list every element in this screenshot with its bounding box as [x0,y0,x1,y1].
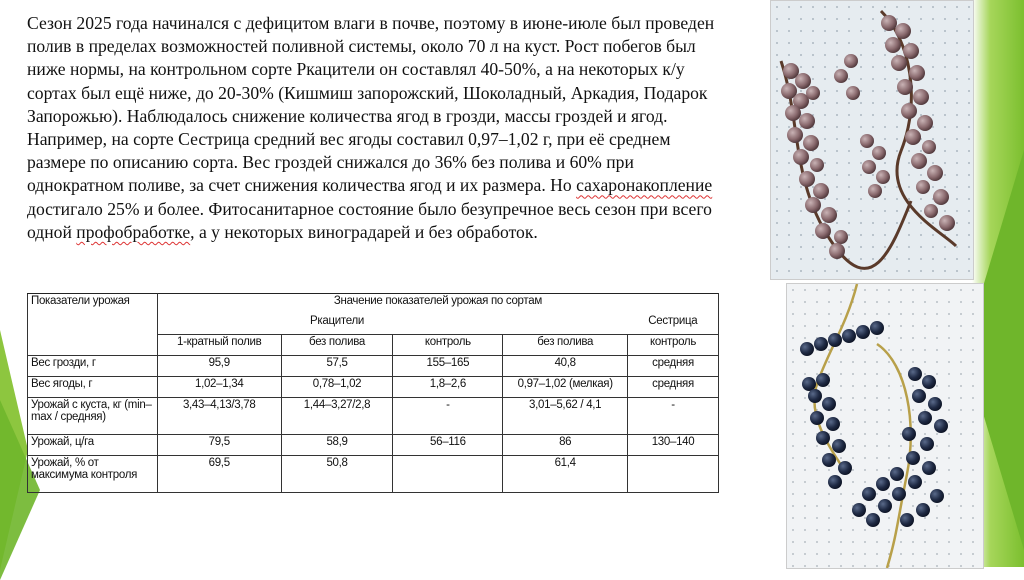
table-cell: 95,9 [157,356,281,377]
table-cell: 40,8 [503,356,628,377]
table-cell: средняя [628,356,719,377]
table-cell: 86 [503,435,628,456]
table-cell: 58,9 [281,435,393,456]
table-cell [628,456,719,493]
row-label: Вес ягоды, г [28,377,158,398]
table-row [28,398,719,435]
table-cell: 61,4 [503,456,628,493]
table-cell [393,456,503,493]
yield-table-wrapper [27,293,719,493]
grape-pink-illustration [771,1,973,279]
grape-cluster-pink-photo [770,0,974,280]
table-cell: 1,02–1,34 [157,377,281,398]
row-label: Урожай с куста, кг (min–max / средняя) [28,398,158,435]
table-header-row-2 [28,314,719,335]
table-cell: 79,5 [157,435,281,456]
table-row [28,356,719,377]
table-cell: 130–140 [628,435,719,456]
body-paragraph [27,12,727,244]
paragraph-text-2: достигало 25% и более. Фитосанитарное состояние было безупречное весь сезон при всего одной [27,198,712,242]
header-group: Значение показателей урожая по сортам [157,294,718,315]
header-indicator: Показатели урожая [28,294,158,315]
table-cell: - [393,398,503,435]
subheader: без полива [503,335,628,356]
table-cell: 69,5 [157,456,281,493]
table-cell: 1,8–2,6 [393,377,503,398]
subheader: контроль [393,335,503,356]
table-row [28,435,719,456]
table-header-row-3 [28,335,719,356]
table-cell: 1,44–3,27/2,8 [281,398,393,435]
table-header-row-1 [28,294,719,315]
subheader: 1-кратный полив [157,335,281,356]
subheader: без полива [281,335,393,356]
row-label: Урожай, ц/га [28,435,158,456]
table-cell: 3,01–5,62 / 4,1 [503,398,628,435]
table-cell: 0,78–1,02 [281,377,393,398]
row-label: Урожай, % от максимума контроля [28,456,158,493]
paragraph-text-1: Сезон 2025 года начинался с дефицитом влаги в почве, поэтому в июне-июле был проведен полив в пределах возможностей поливной системы, около 70 л на куст. Рост побегов был ниже нормы, на контрольном сорте Ркацители он составлял 40-50%, а на некоторых к/у сортах был ещё ниже, до 20-30% (Кишмиш запорожский, Шоколадный, Аркадия, Подарок Запорожью). Наблюдалось снижение количества ягод в грозди, массы гроздей и ягод. Например, на сорте Сестрица средний вес ягоды составил 0,97–1,02 г, при её среднем размере по описанию сорта. Вес гроздей снижался до 36% без полива и 60% при однократном поливе, за счет снижения количества ягод и их размера. Но [27,13,715,196]
subheader: контроль [628,335,719,356]
grape-cluster-dark-photo [786,283,984,569]
spellcheck-word-1: сахаронакопление [576,175,713,196]
table-cell: средняя [628,377,719,398]
row-label: Вес грозди, г [28,356,158,377]
paragraph-text-3: , а у некоторых виноградарей и без обработок. [190,221,538,242]
table-row [28,456,719,493]
table-cell: - [628,398,719,435]
spellcheck-word-2: профобработке [76,221,191,242]
yield-table [27,293,719,493]
table-cell: 50,8 [281,456,393,493]
header-variety-rkatsiteli: Ркацители [310,315,364,327]
table-cell: 0,97–1,02 (мелкая) [503,377,628,398]
header-variety-sestritsa: Сестрица [628,314,719,335]
grape-dark-illustration [787,284,983,568]
table-cell: 57,5 [281,356,393,377]
table-cell: 3,43–4,13/3,78 [157,398,281,435]
table-row [28,377,719,398]
table-cell: 155–165 [393,356,503,377]
table-cell: 56–116 [393,435,503,456]
